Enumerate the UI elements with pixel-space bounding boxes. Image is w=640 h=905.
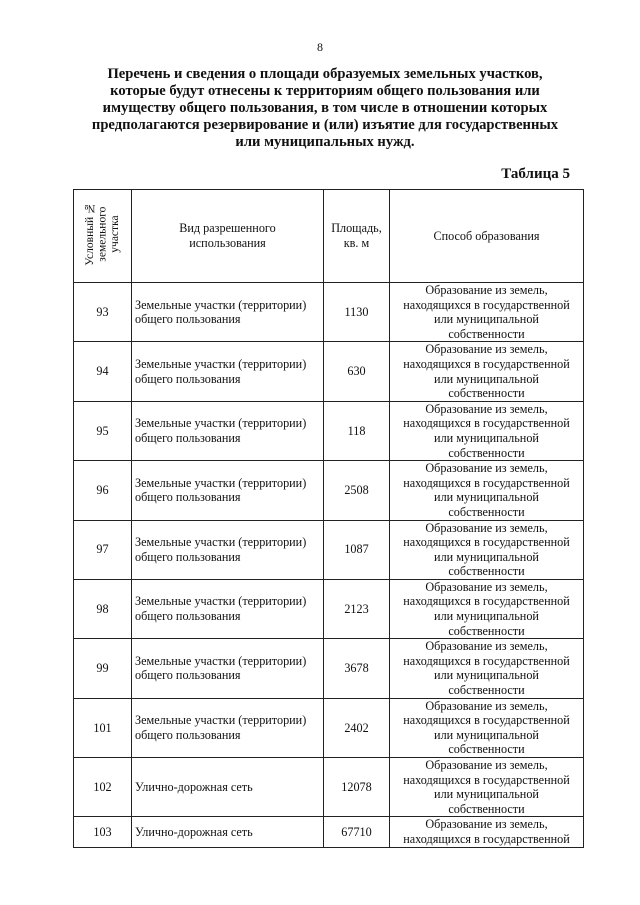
cell-line: Образование из земель, [425,342,548,357]
cell-permitted-use [132,520,324,579]
cell-line: Земельные участки (территории) [135,297,307,312]
cell-area: 630 [324,342,390,401]
cell-line: Образование из земель, [425,520,548,535]
cell-area: 3678 [324,639,390,698]
cell-line: или муниципальной [434,490,539,505]
cell-line: Улично-дорожная сеть [135,824,253,839]
cell-plot-number: 103 [74,817,132,847]
cell-line: Образование из земель, [425,579,548,594]
title-line: которые будут отнесены к территориям общего пользования или [110,83,540,99]
cell-permitted-use [132,579,324,638]
cell-line: общего пользования [135,549,241,564]
cell-area: 12078 [324,758,390,817]
table-row [74,520,584,579]
table-label: Таблица 5 [501,166,570,182]
cell-line: Образование из земель, [425,698,548,713]
header-line: Вид разрешенного [179,221,276,236]
header-area [324,190,390,283]
cell-line: собственности [448,623,525,638]
table-header-row [74,190,584,283]
cell-permitted-use [132,698,324,757]
cell-area: 2123 [324,579,390,638]
header-line: земельного [96,206,109,262]
cell-area: 67710 [324,817,390,847]
cell-plot-number: 93 [74,283,132,342]
table-row [74,461,584,520]
cell-line: общего пользования [135,490,241,505]
cell-line: Земельные участки (территории) [135,713,307,728]
cell-plot-number: 96 [74,461,132,520]
cell-line: собственности [448,564,525,579]
cell-formation-method [390,283,584,342]
cell-area: 1130 [324,283,390,342]
header-line: Условный № [83,202,96,267]
cell-formation-method [390,758,584,817]
cell-line: собственности [448,504,525,519]
header-line: использования [189,236,266,250]
header-line: Площадь, [331,221,382,236]
cell-formation-method [390,520,584,579]
document-title [60,66,590,151]
cell-line: собственности [448,386,525,401]
cell-line: Образование из земель, [425,758,548,772]
cell-formation-method [390,401,584,460]
cell-line: собственности [448,801,525,816]
header-line: кв. м [343,236,370,250]
cell-line: находящихся в государственной [403,713,570,728]
cell-line: находящихся в государственной [403,356,570,371]
cell-permitted-use [132,758,324,817]
cell-line: находящихся в государственной [403,475,570,490]
cell-line: находящихся в государственной [403,831,570,846]
table-row [74,401,584,460]
cell-line: Улично-дорожная сеть [135,779,253,794]
table-body [74,283,584,848]
cell-line: или муниципальной [434,668,539,683]
cell-permitted-use [132,461,324,520]
cell-line: собственности [448,683,525,698]
cell-plot-number: 99 [74,639,132,698]
table-row [74,639,584,698]
cell-area: 2508 [324,461,390,520]
cell-line: или муниципальной [434,549,539,564]
cell-line: Земельные участки (территории) [135,653,307,668]
cell-line: или муниципальной [434,787,539,802]
cell-permitted-use [132,342,324,401]
cell-line: Земельные участки (территории) [135,594,307,609]
cell-permitted-use [132,817,324,847]
cell-line: Образование из земель, [425,817,548,832]
cell-line: или муниципальной [434,312,539,327]
land-plots-table [73,189,584,848]
title-line: или муниципальных нужд. [235,134,415,150]
cell-formation-method [390,639,584,698]
cell-area: 2402 [324,698,390,757]
cell-plot-number: 95 [74,401,132,460]
cell-line: или муниципальной [434,430,539,445]
title-line: имуществу общего пользования, в том числе в отношении которых [102,100,548,116]
cell-line: Земельные участки (территории) [135,416,307,431]
header-line: участка [108,215,121,253]
table-row [74,758,584,817]
cell-area: 118 [324,401,390,460]
cell-line: Образование из земель, [425,283,548,297]
cell-line: или муниципальной [434,727,539,742]
table-row [74,817,584,847]
table-row [74,579,584,638]
cell-line: Земельные участки (территории) [135,475,307,490]
cell-line: или муниципальной [434,371,539,386]
title-line: Перечень и сведения о площади образуемых земельных участков, [107,66,543,82]
cell-line: находящихся в государственной [403,297,570,312]
cell-line: общего пользования [135,609,241,624]
cell-line: общего пользования [135,668,241,683]
cell-line: Земельные участки (территории) [135,535,307,550]
cell-plot-number: 101 [74,698,132,757]
table-row [74,283,584,342]
cell-line: находящихся в государственной [403,653,570,668]
cell-formation-method [390,461,584,520]
cell-area: 1087 [324,520,390,579]
cell-line: находящихся в государственной [403,416,570,431]
cell-line: Образование из земель, [425,461,548,476]
cell-line: находящихся в государственной [403,772,570,787]
cell-plot-number: 94 [74,342,132,401]
cell-line: собственности [448,326,525,341]
cell-line: Образование из земель, [425,639,548,654]
table-row [74,698,584,757]
cell-formation-method [390,698,584,757]
header-permitted-use [132,190,324,283]
table-row [74,342,584,401]
cell-line: Образование из земель, [425,401,548,416]
cell-line: общего пользования [135,727,241,742]
cell-line: Земельные участки (территории) [135,356,307,371]
cell-permitted-use [132,283,324,342]
cell-line: общего пользования [135,312,241,327]
cell-formation-method [390,817,584,847]
header-plot-number [74,190,132,283]
cell-line: собственности [448,742,525,757]
cell-line: общего пользования [135,371,241,386]
cell-formation-method [390,342,584,401]
title-line: предполагаются резервирование и (или) изъятие для государственных [91,117,559,133]
cell-plot-number: 97 [74,520,132,579]
cell-plot-number: 102 [74,758,132,817]
cell-line: или муниципальной [434,609,539,624]
cell-line: находящихся в государственной [403,535,570,550]
cell-permitted-use [132,639,324,698]
cell-plot-number: 98 [74,579,132,638]
cell-line: находящихся в государственной [403,594,570,609]
page-number: 8 [317,40,323,54]
header-formation-method: Способ образования [390,190,584,283]
cell-formation-method [390,579,584,638]
cell-line: собственности [448,445,525,460]
cell-permitted-use [132,401,324,460]
cell-line: общего пользования [135,430,241,445]
